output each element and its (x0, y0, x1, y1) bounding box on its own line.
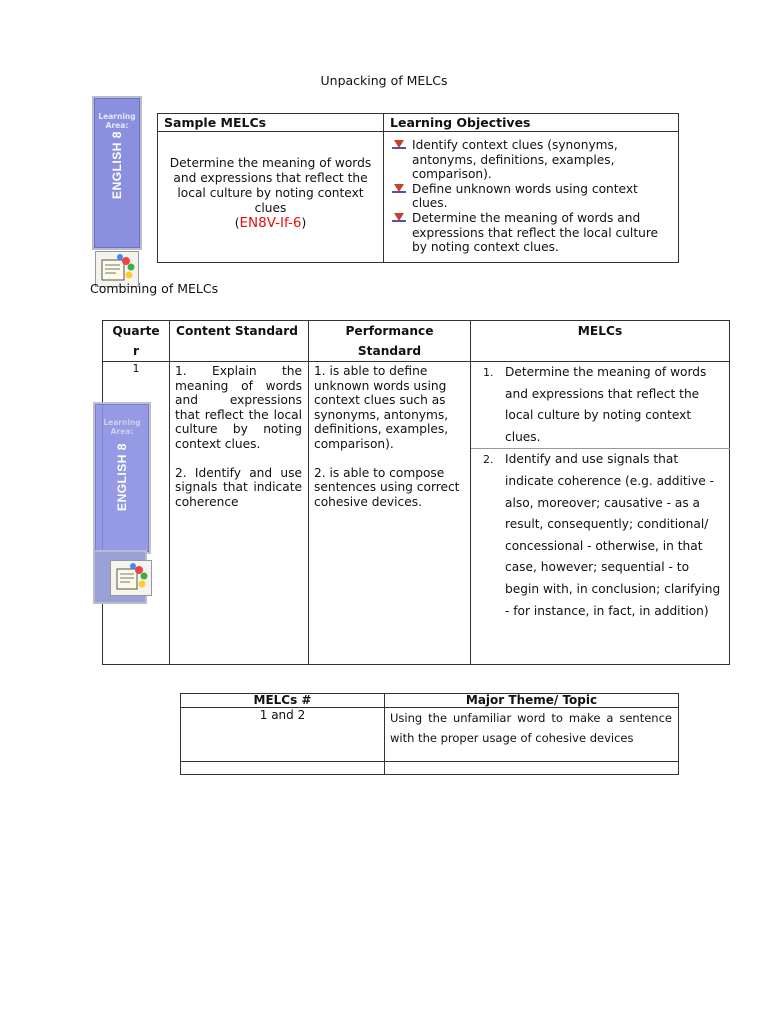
melc-code-open: ( (234, 216, 240, 230)
performance-standard-2: 2. is able to compose sentences using correct cohesive devices. (314, 465, 460, 509)
spacer (314, 452, 466, 466)
objective-text: Identify context clues (synonyms, antonyms, definitions, examples, comparison). (412, 138, 618, 182)
subject-label: ENGLISH 8 (115, 443, 129, 511)
melc-code-line (164, 216, 377, 231)
objective-text: Determine the meaning of words and expressions that reflect the local culture by noting context clues. (412, 210, 659, 255)
bullet-arrow-icon (394, 213, 404, 221)
melc-text: Determine the meaning of words and expressions that reflect the local culture by noting context clues. (505, 365, 707, 444)
content-standard-cell (170, 362, 309, 665)
header-melcs-number: MELCs # (181, 694, 385, 708)
learning-area-label-line2: Area: (105, 121, 129, 130)
header-performance-standard: Performance Standard (309, 321, 471, 362)
melc-code: EN8V-If-6 (239, 215, 302, 231)
header-learning-objectives: Learning Objectives (384, 114, 679, 132)
learning-area-label (95, 418, 149, 436)
objective-text: Define unknown words using context clues. (412, 181, 638, 211)
melc-code-close: ) (301, 216, 307, 230)
melc-2-cell (471, 449, 730, 665)
quarter-cell: 1 (103, 362, 170, 665)
melc-number: 2. (483, 453, 494, 467)
bullet-arrow-icon (394, 184, 404, 192)
empty-cell (181, 762, 385, 775)
learning-area-bar (92, 96, 142, 250)
objective-item (390, 182, 674, 211)
theme-table (180, 693, 679, 775)
melc-number: 1. (483, 366, 494, 379)
combining-title: Combining of MELCs (90, 281, 219, 296)
sample-melc-text: Determine the meaning of words and expressions that reflect the local culture by noting context clues (169, 156, 372, 215)
header-major-theme: Major Theme/ Topic (385, 694, 679, 708)
book-scroll-icon (110, 560, 152, 596)
learning-area-label (94, 112, 140, 130)
empty-cell (385, 762, 679, 775)
header-content-standard: Content Standard (170, 321, 309, 362)
melc-item (483, 362, 723, 448)
learning-objectives-cell (384, 132, 679, 263)
unpacking-table (157, 113, 679, 263)
learning-area-label-line1: Learning (103, 418, 141, 427)
content-standard-1: 1. Explain the meaning of words and expressions that reflect the local culture by noting context clues. (175, 364, 302, 451)
bullet-arrow-icon (394, 140, 404, 148)
header-sample-melcs: Sample MELCs (158, 114, 384, 132)
header-melcs: MELCs (471, 321, 730, 362)
sample-melc-cell (158, 132, 384, 263)
melcs-number-cell: 1 and 2 (181, 708, 385, 762)
document-title: Unpacking of MELCs (320, 73, 448, 88)
learning-area-label-line2: Area: (110, 427, 134, 436)
objective-item (390, 211, 674, 255)
objectives-list (390, 138, 674, 255)
header-quarter: Quarte r (103, 321, 170, 362)
spacer (175, 452, 302, 466)
melc-text: Identify and use signals that indicate coherence (e.g. additive - also, moreover; causative - as a result, consequently; conditional/ concessional - otherwise, in that case, however; sequential - to begin with, in conclusion; clarifying - for instance, in fact, in addition) (505, 452, 721, 618)
combining-table (102, 320, 730, 665)
melc-1-cell (471, 362, 730, 449)
objective-item (390, 138, 674, 182)
content-standard-2: 2. Identify and use signals that indicate coherence (175, 465, 302, 509)
theme-cell: Using the unfamiliar word to make a sentence with the proper usage of cohesive devices (385, 708, 679, 762)
subject-label: ENGLISH 8 (110, 131, 124, 199)
learning-area-label-line1: Learning (98, 112, 136, 121)
performance-standard-cell (309, 362, 471, 665)
performance-standard-1: 1. is able to define unknown words using context clues such as synonyms, antonyms, definitions, examples, comparison). (314, 364, 449, 451)
melc-item (483, 449, 723, 622)
learning-area-bar (93, 402, 151, 554)
